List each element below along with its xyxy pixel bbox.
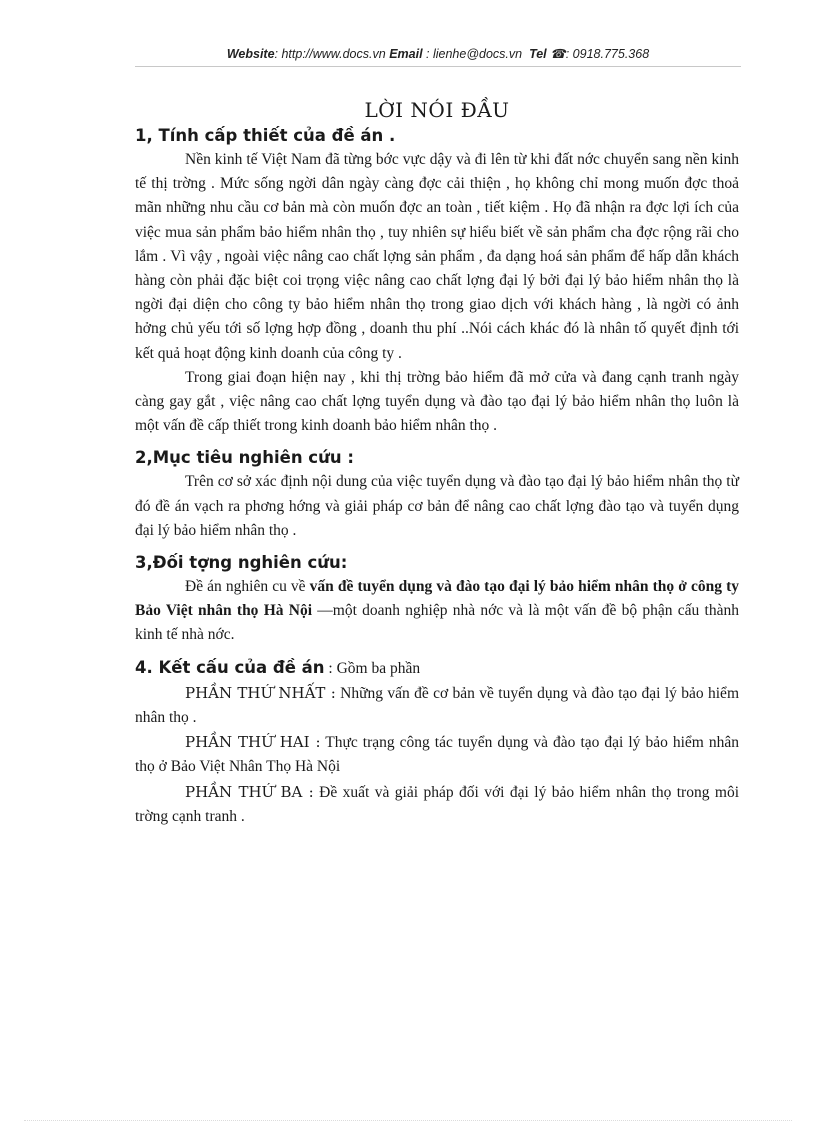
phone-icon: ☎ bbox=[550, 47, 566, 61]
page-bottom-border bbox=[24, 1120, 792, 1121]
email-label: Email bbox=[389, 47, 423, 61]
section-3-heading: 3,Đối tợng nghiên cứu: bbox=[135, 553, 348, 573]
part-2-text: Thực trạng công tác tuyển dụng và đào tạo đại lý bảo hiểm nhân thọ ở Bảo Việt Nhân Thọ Hà Nội bbox=[135, 734, 740, 776]
section-3-text-end: —một doanh nghiệp nhà nớc và là một vấn đề bộ phận cấu thành kinh tế nhà nớc. bbox=[135, 602, 739, 644]
section-4-heading-tail: : Gồm ba phần bbox=[324, 659, 421, 677]
section-3-text-start: Đề án nghiên cu về bbox=[185, 578, 310, 596]
section-2-heading: 2,Mục tiêu nghiên cứu : bbox=[135, 448, 354, 468]
page-header bbox=[135, 46, 741, 61]
part-1-item bbox=[135, 681, 739, 730]
document-body bbox=[135, 98, 739, 829]
part-3-item bbox=[135, 780, 739, 829]
website-label: Website bbox=[226, 47, 275, 61]
part-1-label: PHẦN THỨ NHẤT : bbox=[185, 683, 336, 702]
email-value: : lienhe@docs.vn bbox=[422, 47, 523, 61]
tel-label: Tel bbox=[529, 47, 547, 61]
part-3-label: PHẦN THỨ BA : bbox=[185, 782, 314, 801]
section-4-heading: 4. Kết cấu của đề án bbox=[135, 657, 325, 677]
part-2-item bbox=[135, 730, 739, 779]
section-2-paragraph: Trên cơ sở xác định nội dung của việc tuyển dụng và đào tạo đại lý bảo hiểm nhân thọ từ đó đề án vạch ra phơng hớng và giải pháp cơ bản để nâng cao chất lợng đào tạo và tuyển dụng đại lý bảo hiểm nhân thọ . bbox=[135, 473, 739, 539]
part-2-label: PHẦN THỨ HAI : bbox=[185, 733, 321, 752]
section-1-paragraph-1: Nền kinh tế Việt Nam đã từng bớc vực dậy và đi lên từ khi đất nớc chuyển sang nền kinh tế thị trờng . Mức sống ngời dân ngày càng đợc cải thiện , họ không chỉ mong muốn đợc thoả mãn những nhu cầu cơ bản mà còn muốn đợc an toàn , tiết kiệm . Họ đã nhận ra đợc lợi ích của việc mua sản phẩm bảo hiểm nhân thọ , tuy nhiên sự hiểu biết về sản phẩm cha đợc rộng rãi cho lắm . Vì vậy , ngoài việc nâng cao chất lợng sản phẩm , đa dạng hoá sản phẩm để hấp dẫn khách hàng còn phải đặc biệt coi trọng việc nâng cao chất lợng đại lý bởi đại lý bảo hiểm nhân thọ là ngời đại diện cho công ty bảo hiểm nhân thọ trong giao dịch với khách hàng , là ngời có ảnh hởng chủ yếu tới số lợng hợp đồng , doanh thu phí ..Nói cách khác đó là nhân tố quyết định tới kết quả hoạt động kinh doanh của công ty . bbox=[135, 151, 739, 362]
page-title: LỜI NÓI ĐẦU bbox=[364, 98, 510, 122]
tel-value: : 0918.775.368 bbox=[565, 47, 650, 61]
part-1-text: Những vấn đề cơ bản về tuyển dụng và đào tạo đại lý bảo hiểm nhân thọ . bbox=[135, 684, 739, 727]
section-3-bold-topic: vấn đề tuyển dụng và đào tạo đại lý bảo hiểm nhân thọ ở công ty Bảo Việt nhân thọ Hà Nội bbox=[135, 578, 739, 620]
header-divider bbox=[135, 66, 741, 67]
website-value: : http://www.docs.vn bbox=[274, 47, 386, 61]
section-1-paragraph-2: Trong giai đoạn hiện nay , khi thị trờng bảo hiểm đã mở cửa và đang cạnh tranh ngày càng gay gắt , việc nâng cao chất lợng tuyển dụng và đào tạo đại lý bảo hiểm nhân thọ luôn là một vấn đề cấp thiết trong kinh doanh bảo hiểm nhân thọ . bbox=[135, 368, 739, 435]
section-4-heading-line bbox=[135, 656, 739, 681]
part-3-text: Đề xuất và giải pháp đối với đại lý bảo hiểm nhân thọ trong môi trờng cạnh tranh . bbox=[135, 783, 739, 825]
section-1-heading: 1, Tính cấp thiết của đề án . bbox=[135, 126, 396, 145]
section-3-paragraph bbox=[135, 575, 739, 648]
